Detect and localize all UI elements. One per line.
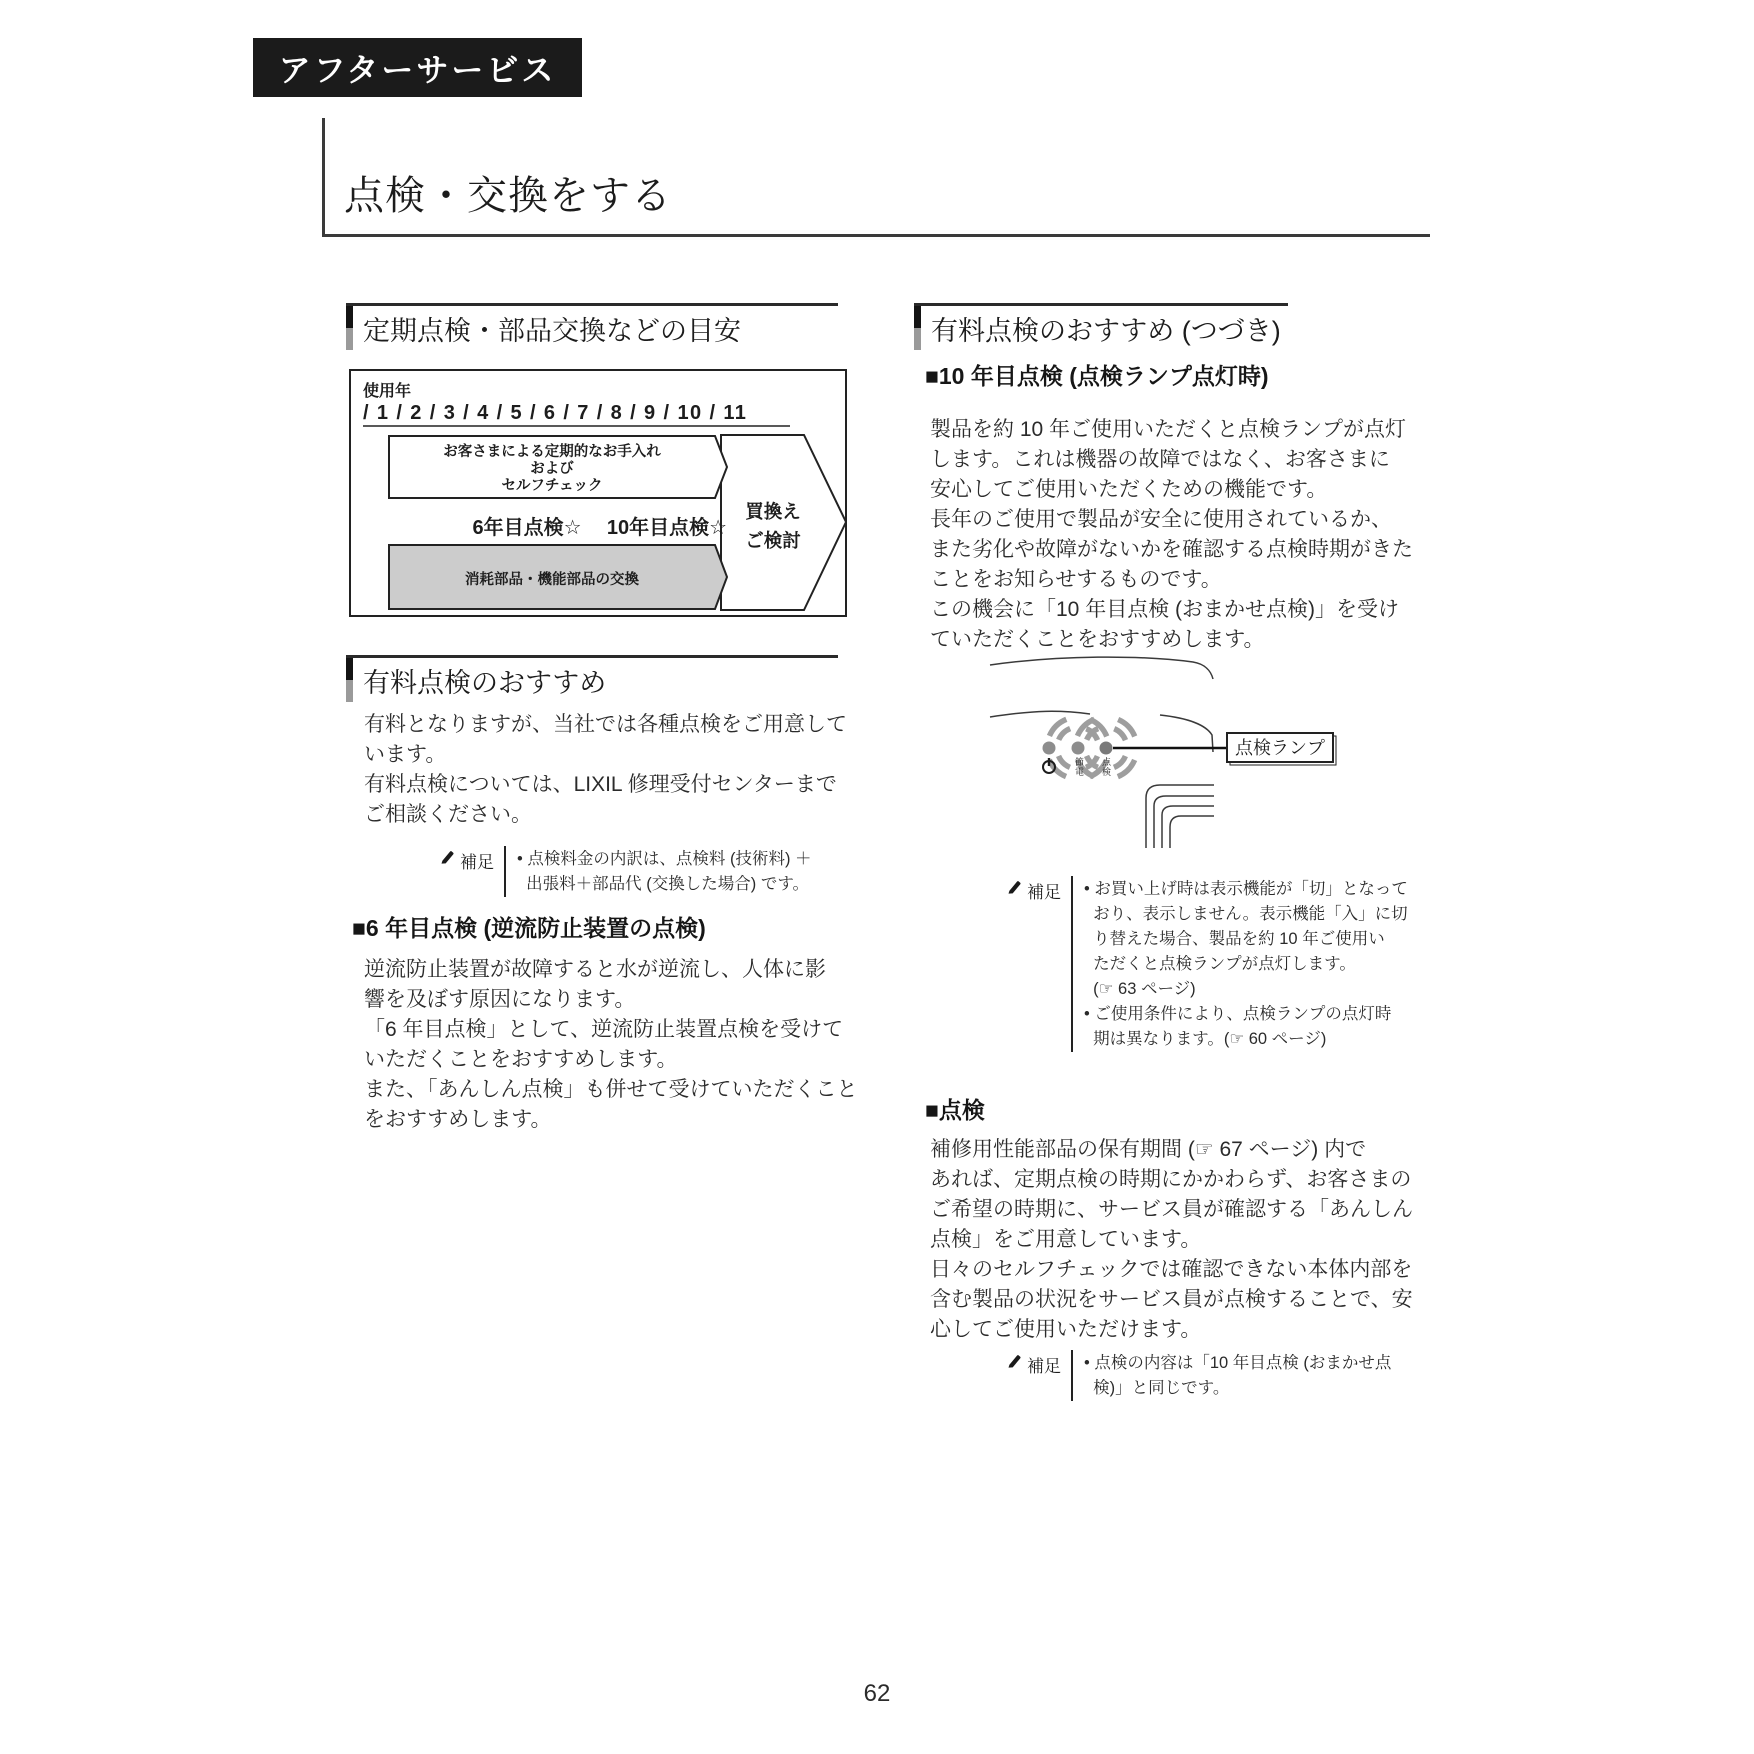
year-timeline: / 1 / 2 / 3 / 4 / 5 / 6 / 7 / 8 / 9 / 10 / 11 [363, 402, 748, 424]
text-line: 長年のご使用で製品が安全に使用されているか、 [930, 508, 1392, 531]
text-line: 響を及ぼす原因になります。 [364, 988, 636, 1011]
text-line: (☞ 63 ページ) [1084, 980, 1196, 998]
note-block-fee [440, 846, 812, 897]
note-block-lamp [1007, 876, 1408, 1052]
text-line: おり、表示しません。表示機能「入」に切 [1084, 905, 1408, 923]
pencil-icon [1007, 880, 1022, 895]
replace-label-line2: ご検討 [745, 530, 801, 551]
replace-pentagon [721, 435, 846, 610]
inspection-lamp-mini-label: 点検 [1101, 757, 1111, 777]
section-heading-paid-continued [914, 303, 1288, 350]
text-line: また劣化や故障がないかを確認する点検時期がきた [930, 538, 1413, 561]
6yr-inspection-paragraph [364, 955, 858, 1135]
text-line: また、「あんしん点検」も併せて受けていただくこと [364, 1078, 858, 1101]
power-lamp-dot [1043, 742, 1056, 755]
page-number: 62 [863, 1680, 891, 1707]
section-title: 有料点検のおすすめ (つづき) [931, 316, 1281, 346]
text-line: います。 [364, 743, 447, 766]
eco-lamp-dot [1072, 742, 1085, 755]
text-line: 製品を約 10 年ご使用いただくと点検ランプが点灯 [930, 418, 1407, 441]
text-line: • 点検の内容は「10 年目点検 (おまかせ点 [1084, 1354, 1392, 1372]
heading-accent-bar [914, 306, 921, 350]
inspection-10yr-label: 10年目点検☆ [606, 517, 728, 539]
text-line: • お買い上げ時は表示機能が「切」となって [1084, 880, 1408, 898]
paid-inspection-paragraph [364, 710, 847, 830]
note-head [440, 846, 504, 897]
page-title: 点検・交換をする [344, 174, 672, 218]
text-line: この機会に「10 年目点検 (おまかせ点検)」を受け [930, 598, 1400, 621]
note-head [1007, 876, 1071, 1052]
section-title: 有料点検のおすすめ [363, 668, 607, 698]
note-label: 補足 [460, 853, 494, 872]
inspection-6yr-label: 6年目点検☆ [472, 517, 582, 539]
text-line: 逆流防止装置が故障すると水が逆流し、人体に影 [364, 958, 826, 981]
text-line: 心してご使用いただけます。 [930, 1318, 1202, 1341]
heading-accent-bar [346, 658, 353, 702]
inspection-lamp-dot [1100, 742, 1113, 755]
note-text [1084, 876, 1408, 1052]
text-line: ご希望の時期に、サービス員が確認する「あんしん [930, 1198, 1413, 1221]
inspection-paragraph [930, 1135, 1413, 1345]
text-line: ことをお知らせするものです。 [930, 568, 1222, 591]
note-head [1007, 1350, 1071, 1401]
title-rule [322, 234, 1430, 237]
text-line: • 点検料金の内訳は、点検料 (技術料) ＋ [517, 850, 812, 868]
text-line: いただくことをおすすめします。 [364, 1048, 678, 1071]
replace-label-line1: 買換え [745, 501, 801, 522]
section-heading-paid [346, 655, 838, 702]
text-line: 期は異なります。(☞ 60 ページ) [1084, 1030, 1327, 1048]
text-line: 有料となりますが、当社では各種点検をご用意して [364, 713, 847, 736]
note-divider [1071, 876, 1073, 1052]
subheading-6yr-inspection: ■6 年目点検 (逆流防止装置の点検) [352, 915, 706, 941]
text-line: 検)」と同じです。 [1084, 1379, 1230, 1397]
text-line: 点検」をご用意しています。 [930, 1228, 1202, 1251]
pencil-icon [440, 850, 455, 865]
note-block-inspection [1007, 1350, 1391, 1401]
10yr-inspection-paragraph [930, 415, 1413, 655]
chapter-banner-label: アフターサービス [278, 51, 557, 88]
note-label: 補足 [1027, 1357, 1061, 1376]
care-box-line3: セルフチェック [501, 478, 603, 494]
eco-lamp-mini-label: 節電 [1074, 757, 1084, 777]
text-line: ただくと点検ランプが点灯します。 [1084, 955, 1356, 973]
subheading-10yr-inspection: ■10 年目点検 (点検ランプ点灯時) [925, 363, 1269, 389]
text-line: 出張料＋部品代 (交換した場合) です。 [517, 875, 810, 893]
maintenance-timeline-diagram [349, 369, 847, 617]
section-heading-periodic [346, 303, 838, 350]
usage-year-label: 使用年 [363, 383, 412, 400]
text-line: 日々のセルフチェックでは確認できない本体内部を [930, 1258, 1413, 1281]
parts-box-label: 消耗部品・機能部品の交換 [465, 572, 639, 588]
text-line: • ご使用条件により、点検ランプの点灯時 [1084, 1005, 1392, 1023]
inspection-lamp-illustration [950, 655, 1340, 880]
text-line: ていただくことをおすすめします。 [930, 628, 1265, 651]
text-line: 「6 年目点検」として、逆流防止装置点検を受けて [364, 1018, 844, 1041]
text-line: 安心してご使用いただくための機能です。 [930, 478, 1328, 501]
pencil-icon [1007, 1354, 1022, 1369]
heading-accent-bar [346, 306, 353, 350]
text-line: 有料点検については、LIXIL 修理受付センターまで [364, 773, 837, 796]
note-divider [504, 846, 506, 897]
note-text [517, 846, 812, 897]
chapter-banner [253, 38, 582, 97]
text-line: 補修用性能部品の保有期間 (☞ 67 ページ) 内で [930, 1138, 1367, 1161]
title-accent-bar [322, 118, 325, 236]
care-box-line2: および [530, 461, 574, 477]
note-label: 補足 [1027, 883, 1061, 902]
text-line: します。これは機器の故障ではなく、お客さまに [930, 448, 1390, 471]
note-divider [1071, 1350, 1073, 1401]
text-line: あれば、定期点検の時期にかかわらず、お客さまの [930, 1168, 1412, 1191]
text-line: ご相談ください。 [364, 803, 532, 826]
lamp-label: 点検ランプ [1235, 738, 1325, 758]
text-line: をおすすめします。 [364, 1108, 552, 1131]
care-box-line1: お客さまによる定期的なお手入れ [443, 444, 661, 460]
note-text [1084, 1350, 1391, 1401]
subheading-inspection: ■点検 [925, 1097, 985, 1123]
text-line: り替えた場合、製品を約 10 年ご使用い [1084, 930, 1385, 948]
text-line: 含む製品の状況をサービス員が点検することで、安 [930, 1288, 1413, 1311]
section-title: 定期点検・部品交換などの目安 [363, 316, 741, 346]
